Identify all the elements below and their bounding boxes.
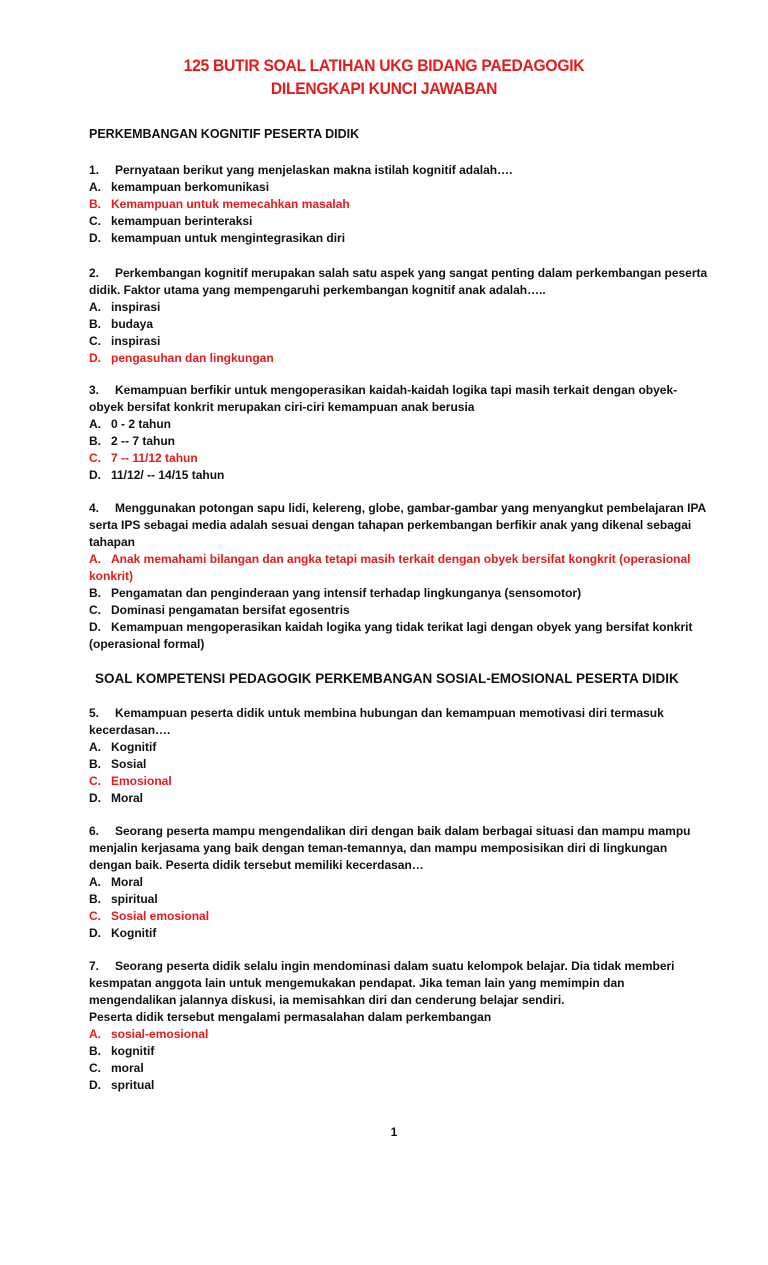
option-b: B. spiritual [89,892,158,906]
option-b: B. kognitif [89,1044,155,1058]
question-1 [89,162,709,247]
option-c-correct: C. Emosional [89,774,172,788]
page-number: 1 [390,1125,398,1139]
question-5 [89,705,709,807]
option-a: A. inspirasi [89,300,161,314]
option-c-correct: C. 7 -- 11/12 tahun [89,451,198,465]
option-b: B. Pengamatan dan penginderaan yang intensif terhadap lingkunganya (sensomotor) [89,586,582,600]
question-6 [89,823,709,942]
question-number: 3. [89,383,100,397]
section-heading-sosial-emosional: SOAL KOMPETENSI PEDAGOGIK PERKEMBANGAN SOSIAL-EMOSIONAL PESERTA DIDIK [95,671,679,686]
question-text: Perkembangan kognitif merupakan salah satu aspek yang sangat penting dalam perkembangan peserta didik. Faktor utama yang mempengaruhi perkembangan kognitif anak adalah….. [89,266,708,297]
option-c: C. inspirasi [89,334,161,348]
option-b: B. 2 -- 7 tahun [89,434,176,448]
option-d: D. 11/12/ -- 14/15 tahun [89,468,225,482]
document-title-line2: DILENGKAPI KUNCI JAWABAN [270,79,498,98]
option-d: D. Kognitif [89,926,157,940]
question-number: 4. [89,501,100,515]
option-a: A. Kognitif [89,740,157,754]
option-a: A. 0 - 2 tahun [89,417,172,431]
question-number: 7. [89,959,100,973]
question-number: 2. [89,266,100,280]
section-heading-kognitif: PERKEMBANGAN KOGNITIF PESERTA DIDIK [89,127,360,141]
question-text-continued: Peserta didik tersebut mengalami permasalahan dalam perkembangan [89,1010,492,1024]
option-d: D. spritual [89,1078,155,1092]
question-number: 5. [89,706,100,720]
option-d-correct: D. pengasuhan dan lingkungan [89,351,274,365]
option-b: B. Sosial [89,757,147,771]
option-a-correct: A. Anak memahami bilangan dan angka tetapi masih terkait dengan obyek bersifat kongkrit (operasional konkrit) [89,552,691,583]
question-number: 1. [89,163,100,177]
question-text: Kemampuan peserta didik untuk membina hubungan dan kemampuan memotivasi diri termasuk kecerdasan…. [89,706,664,737]
question-number: 6. [89,824,100,838]
option-c: C. Dominasi pengamatan bersifat egosentris [89,603,350,617]
option-a: A. kemampuan berkomunikasi [89,180,270,194]
question-text: Menggunakan potongan sapu lidi, kelereng, globe, gambar-gambar yang menyangkut pembelajaran IPA serta IPS sebagai media adalah sesuai dengan tahapan perkembangan berfikir anak yang dikenal sebagai tahapan [89,501,706,549]
question-7 [89,958,709,1094]
question-text: Pernyataan berikut yang menjelaskan makna istilah kognitif adalah…. [115,163,513,177]
option-c-correct: C. Sosial emosional [89,909,210,923]
question-text: Seorang peserta didik selalu ingin mendominasi dalam suatu kelompok belajar. Dia tidak memberi kesmpatan anggota lain untuk mengemukakan pendapat. Jika teman lain yang memimpin dan mengendalikan jalannya diskusi, ia memisahkan diri dan cenderung belajar sendiri. [89,959,675,1007]
option-d: D. Moral [89,791,144,805]
option-c: C. kemampuan berinteraksi [89,214,253,228]
question-text: Kemampuan berfikir untuk mengoperasikan kaidah-kaidah logika tapi masih terkait dengan obyek-obyek bersifat konkrit merupakan ciri-ciri kemampuan anak berusia [89,383,678,414]
document-title-line1: 125 BUTIR SOAL LATIHAN UKG BIDANG PAEDAGOGIK [183,56,585,75]
question-2 [89,265,709,367]
option-d: D. Kemampuan mengoperasikan kaidah logika yang tidak terikat lagi dengan obyek yang bersifat konkrit (operasional formal) [89,620,693,651]
option-a-correct: A. sosial-emosional [89,1027,209,1041]
question-text: Seorang peserta mampu mengendalikan diri dengan baik dalam berbagai situasi dan mampu mampu menjalin kerjasama yang baik dengan teman-temannya, dan mampu memposisikan diri di lingkungan dengan baik. Peserta didik tersebut memiliki kecerdasan… [89,824,691,872]
option-a: A. Moral [89,875,144,889]
option-b-correct: B. Kemampuan untuk memecahkan masalah [89,197,350,211]
option-d: D. kemampuan untuk mengintegrasikan diri [89,231,346,245]
question-4 [89,500,709,653]
option-c: C. moral [89,1061,144,1075]
option-b: B. budaya [89,317,154,331]
question-3 [89,382,709,484]
